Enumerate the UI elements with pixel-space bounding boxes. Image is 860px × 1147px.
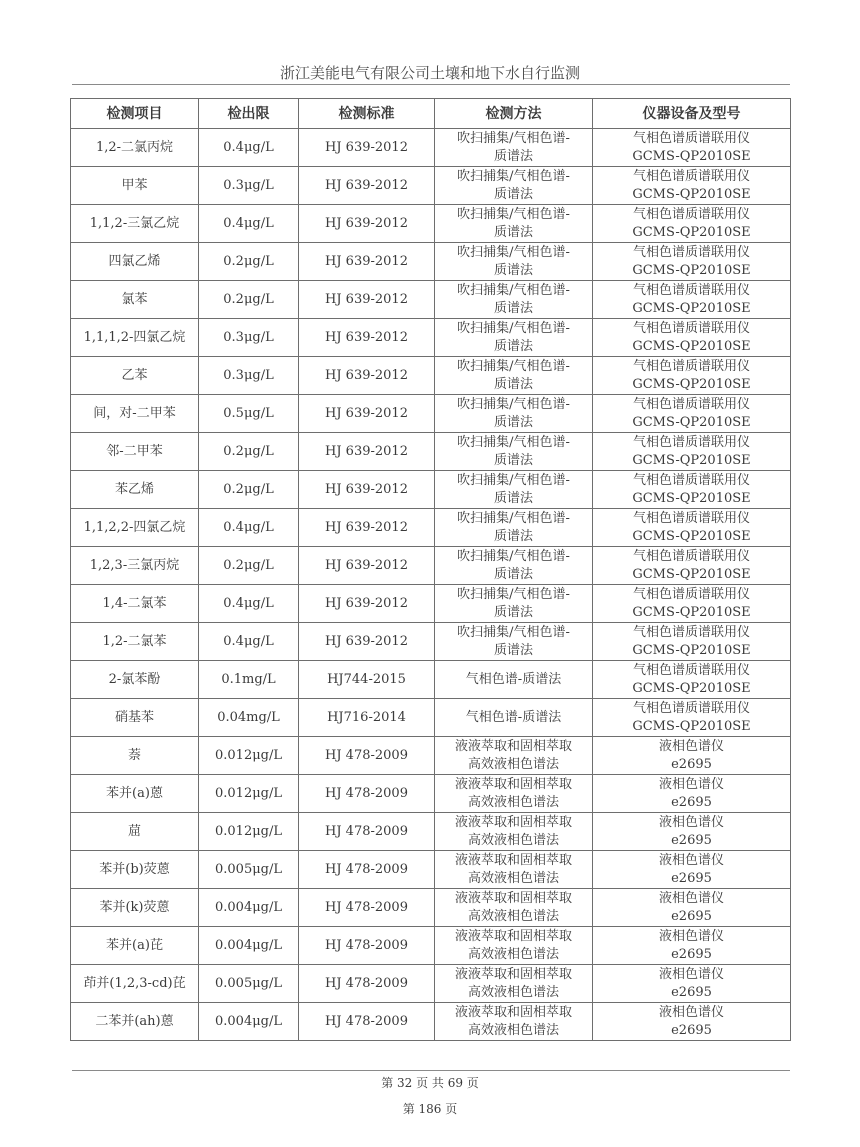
cell-instrument-line: GCMS-QP2010SE: [632, 186, 751, 202]
cell-instrument-line: GCMS-QP2010SE: [632, 338, 751, 354]
cell-instrument: [593, 965, 791, 1003]
column-header-instrument: 仪器设备及型号: [593, 99, 791, 129]
table-row: [71, 737, 791, 775]
cell-method-line: 吹扫捕集/气相色谱-: [457, 434, 570, 450]
cell-method: [435, 357, 593, 395]
cell-instrument-line: GCMS-QP2010SE: [632, 528, 751, 544]
cell-limit: 0.2μg/L: [199, 433, 299, 471]
cell-instrument-line: GCMS-QP2010SE: [632, 148, 751, 164]
cell-method: [435, 205, 593, 243]
cell-instrument: [593, 623, 791, 661]
cell-instrument-line: 气相色谱质谱联用仪: [632, 168, 750, 184]
cell-standard: HJ 478-2009: [299, 1003, 435, 1041]
cell-instrument: [593, 319, 791, 357]
cell-standard: HJ 639-2012: [299, 547, 435, 585]
cell-instrument-line: GCMS-QP2010SE: [632, 224, 751, 240]
cell-limit: 0.012μg/L: [199, 737, 299, 775]
cell-instrument-line: 气相色谱质谱联用仪: [632, 396, 750, 412]
cell-standard: HJ 478-2009: [299, 813, 435, 851]
cell-instrument-line: e2695: [671, 794, 712, 810]
cell-limit: 0.3μg/L: [199, 357, 299, 395]
cell-instrument: [593, 1003, 791, 1041]
cell-item: 硝基苯: [71, 699, 199, 737]
cell-standard: HJ 639-2012: [299, 623, 435, 661]
cell-method: [435, 623, 593, 661]
table-row: [71, 623, 791, 661]
cell-instrument-line: 液相色谱仪: [658, 890, 724, 906]
cell-instrument-line: e2695: [671, 870, 712, 886]
cell-method-line: 液液萃取和固相萃取: [454, 966, 572, 982]
cell-limit: 0.004μg/L: [199, 927, 299, 965]
cell-instrument-line: e2695: [671, 984, 712, 1000]
cell-instrument-line: 液相色谱仪: [658, 1004, 724, 1020]
cell-instrument: [593, 547, 791, 585]
cell-item: 邻-二甲苯: [71, 433, 199, 471]
cell-method-line: 吹扫捕集/气相色谱-: [457, 130, 570, 146]
cell-limit: 0.012μg/L: [199, 775, 299, 813]
cell-item: 1,2-二氯苯: [71, 623, 199, 661]
cell-limit: 0.5μg/L: [199, 395, 299, 433]
cell-method-line: 质谱法: [493, 376, 533, 392]
cell-item: 1,1,1,2-四氯乙烷: [71, 319, 199, 357]
cell-instrument-line: GCMS-QP2010SE: [632, 262, 751, 278]
cell-item: 苯乙烯: [71, 471, 199, 509]
cell-item: 苯并(a)芘: [71, 927, 199, 965]
cell-limit: 0.005μg/L: [199, 965, 299, 1003]
cell-limit: 0.3μg/L: [199, 167, 299, 205]
table-row: [71, 357, 791, 395]
page-number-overall: 第 186 页: [402, 1102, 458, 1116]
cell-instrument-line: 气相色谱质谱联用仪: [632, 434, 750, 450]
cell-instrument-line: 气相色谱质谱联用仪: [632, 320, 750, 336]
cell-instrument: [593, 775, 791, 813]
cell-method-line: 液液萃取和固相萃取: [454, 1004, 572, 1020]
cell-item: 1,1,2,2-四氯乙烷: [71, 509, 199, 547]
cell-item: 1,1,2-三氯乙烷: [71, 205, 199, 243]
table-row: [71, 509, 791, 547]
cell-method-line: 质谱法: [493, 300, 533, 316]
cell-method-line: 高效液相色谱法: [467, 908, 559, 924]
cell-limit: 0.2μg/L: [199, 281, 299, 319]
cell-instrument-line: GCMS-QP2010SE: [632, 680, 751, 696]
cell-instrument: [593, 243, 791, 281]
cell-method-line: 液液萃取和固相萃取: [454, 852, 572, 868]
table-row: [71, 395, 791, 433]
cell-limit: 0.4μg/L: [199, 129, 299, 167]
cell-method-line: 吹扫捕集/气相色谱-: [457, 244, 570, 260]
cell-instrument-line: 气相色谱质谱联用仪: [632, 282, 750, 298]
cell-standard: HJ 639-2012: [299, 167, 435, 205]
cell-method: [435, 737, 593, 775]
cell-instrument-line: GCMS-QP2010SE: [632, 452, 751, 468]
cell-item: 1,4-二氯苯: [71, 585, 199, 623]
cell-instrument-line: 液相色谱仪: [658, 738, 724, 754]
cell-instrument: [593, 927, 791, 965]
cell-method-line: 质谱法: [493, 452, 533, 468]
cell-instrument-line: GCMS-QP2010SE: [632, 604, 751, 620]
cell-standard: HJ716-2014: [299, 699, 435, 737]
cell-instrument: [593, 585, 791, 623]
cell-method-line: 液液萃取和固相萃取: [454, 890, 572, 906]
cell-method-line: 高效液相色谱法: [467, 1022, 559, 1038]
cell-limit: 0.005μg/L: [199, 851, 299, 889]
cell-limit: 0.4μg/L: [199, 585, 299, 623]
cell-method: [435, 395, 593, 433]
cell-item: 二苯并(ah)蒽: [71, 1003, 199, 1041]
cell-instrument-line: 气相色谱质谱联用仪: [632, 472, 750, 488]
column-header-method: 检测方法: [435, 99, 593, 129]
cell-method-line: 吹扫捕集/气相色谱-: [457, 624, 570, 640]
column-header-standard: 检测标准: [299, 99, 435, 129]
cell-method-line: 质谱法: [493, 642, 533, 658]
cell-instrument-line: 气相色谱质谱联用仪: [632, 586, 750, 602]
cell-method-line: 高效液相色谱法: [467, 794, 559, 810]
cell-standard: HJ 639-2012: [299, 471, 435, 509]
cell-method: [435, 281, 593, 319]
cell-method-line: 质谱法: [493, 186, 533, 202]
cell-method-line: 气相色谱-质谱法: [465, 671, 562, 687]
cell-method-line: 高效液相色谱法: [467, 946, 559, 962]
cell-standard: HJ 478-2009: [299, 927, 435, 965]
footer-divider: [72, 1070, 790, 1071]
cell-method-line: 吹扫捕集/气相色谱-: [457, 206, 570, 222]
column-header-item: 检测项目: [71, 99, 199, 129]
cell-instrument-line: 液相色谱仪: [658, 776, 724, 792]
cell-standard: HJ 639-2012: [299, 509, 435, 547]
cell-instrument-line: e2695: [671, 908, 712, 924]
cell-instrument-line: GCMS-QP2010SE: [632, 490, 751, 506]
cell-instrument: [593, 167, 791, 205]
cell-method-line: 吹扫捕集/气相色谱-: [457, 282, 570, 298]
cell-standard: HJ 639-2012: [299, 281, 435, 319]
cell-limit: 0.004μg/L: [199, 1003, 299, 1041]
cell-method-line: 高效液相色谱法: [467, 870, 559, 886]
cell-instrument-line: GCMS-QP2010SE: [632, 566, 751, 582]
table-row: [71, 471, 791, 509]
cell-standard: HJ 639-2012: [299, 357, 435, 395]
cell-instrument-line: 气相色谱质谱联用仪: [632, 130, 750, 146]
cell-method-line: 质谱法: [493, 224, 533, 240]
cell-method-line: 质谱法: [493, 528, 533, 544]
cell-instrument-line: e2695: [671, 1022, 712, 1038]
cell-instrument-line: GCMS-QP2010SE: [632, 642, 751, 658]
table-row: [71, 167, 791, 205]
monitoring-methods-table: [70, 98, 791, 1041]
cell-method: [435, 699, 593, 737]
cell-instrument-line: 气相色谱质谱联用仪: [632, 244, 750, 260]
cell-standard: HJ 478-2009: [299, 775, 435, 813]
cell-instrument-line: 气相色谱质谱联用仪: [632, 206, 750, 222]
table-row: [71, 889, 791, 927]
cell-instrument: [593, 851, 791, 889]
cell-method-line: 质谱法: [493, 262, 533, 278]
table-row: [71, 243, 791, 281]
cell-instrument-line: 液相色谱仪: [658, 852, 724, 868]
cell-instrument-line: 液相色谱仪: [658, 814, 724, 830]
cell-instrument-line: e2695: [671, 946, 712, 962]
cell-method-line: 质谱法: [493, 414, 533, 430]
table-row: [71, 813, 791, 851]
cell-method: [435, 585, 593, 623]
cell-limit: 0.4μg/L: [199, 205, 299, 243]
cell-item: 四氯乙烯: [71, 243, 199, 281]
cell-standard: HJ 478-2009: [299, 889, 435, 927]
cell-method-line: 吹扫捕集/气相色谱-: [457, 168, 570, 184]
page-number-of-total: 第 32 页 共 69 页: [381, 1076, 479, 1090]
cell-instrument: [593, 699, 791, 737]
cell-method-line: 吹扫捕集/气相色谱-: [457, 358, 570, 374]
table-row: [71, 775, 791, 813]
table-row: [71, 661, 791, 699]
cell-limit: 0.012μg/L: [199, 813, 299, 851]
cell-instrument-line: GCMS-QP2010SE: [632, 414, 751, 430]
cell-instrument-line: 气相色谱质谱联用仪: [632, 510, 750, 526]
cell-method-line: 高效液相色谱法: [467, 756, 559, 772]
cell-method-line: 液液萃取和固相萃取: [454, 814, 572, 830]
cell-item: 2-氯苯酚: [71, 661, 199, 699]
cell-method-line: 液液萃取和固相萃取: [454, 776, 572, 792]
cell-method: [435, 319, 593, 357]
cell-method: [435, 889, 593, 927]
cell-item: 甲苯: [71, 167, 199, 205]
cell-method-line: 吹扫捕集/气相色谱-: [457, 472, 570, 488]
cell-method-line: 高效液相色谱法: [467, 984, 559, 1000]
cell-method: [435, 243, 593, 281]
cell-method-line: 吹扫捕集/气相色谱-: [457, 510, 570, 526]
cell-method-line: 吹扫捕集/气相色谱-: [457, 320, 570, 336]
cell-method-line: 质谱法: [493, 566, 533, 582]
cell-method: [435, 433, 593, 471]
table-row: [71, 699, 791, 737]
cell-method: [435, 965, 593, 1003]
cell-limit: 0.2μg/L: [199, 547, 299, 585]
column-header-limit: 检出限: [199, 99, 299, 129]
cell-limit: 0.2μg/L: [199, 243, 299, 281]
cell-item: 萘: [71, 737, 199, 775]
table-row: [71, 851, 791, 889]
cell-standard: HJ 478-2009: [299, 737, 435, 775]
cell-instrument: [593, 737, 791, 775]
table-row: [71, 129, 791, 167]
cell-instrument-line: 气相色谱质谱联用仪: [632, 700, 750, 716]
cell-method-line: 吹扫捕集/气相色谱-: [457, 548, 570, 564]
cell-instrument: [593, 205, 791, 243]
cell-standard: HJ 639-2012: [299, 395, 435, 433]
cell-method: [435, 927, 593, 965]
cell-method-line: 吹扫捕集/气相色谱-: [457, 586, 570, 602]
cell-limit: 0.4μg/L: [199, 509, 299, 547]
table-row: [71, 319, 791, 357]
cell-instrument-line: 气相色谱质谱联用仪: [632, 662, 750, 678]
cell-method-line: 质谱法: [493, 490, 533, 506]
header-divider: [72, 84, 790, 85]
cell-method: [435, 547, 593, 585]
cell-item: 间，对-二甲苯: [71, 395, 199, 433]
cell-method-line: 液液萃取和固相萃取: [454, 738, 572, 754]
cell-instrument: [593, 395, 791, 433]
cell-method: [435, 129, 593, 167]
cell-standard: HJ 639-2012: [299, 319, 435, 357]
table-row: [71, 965, 791, 1003]
cell-item: 苯并(a)蒽: [71, 775, 199, 813]
cell-instrument-line: 液相色谱仪: [658, 966, 724, 982]
table-row: [71, 927, 791, 965]
cell-method: [435, 509, 593, 547]
cell-standard: HJ 478-2009: [299, 965, 435, 1003]
cell-method-line: 质谱法: [493, 338, 533, 354]
cell-method-line: 液液萃取和固相萃取: [454, 928, 572, 944]
table-header-row: [71, 99, 791, 129]
table-body: [71, 129, 791, 1041]
cell-instrument-line: GCMS-QP2010SE: [632, 300, 751, 316]
cell-instrument-line: GCMS-QP2010SE: [632, 376, 751, 392]
cell-method-line: 质谱法: [493, 148, 533, 164]
cell-item: 苯并(b)荧蒽: [71, 851, 199, 889]
cell-instrument: [593, 471, 791, 509]
cell-method: [435, 1003, 593, 1041]
cell-standard: HJ744-2015: [299, 661, 435, 699]
cell-standard: HJ 639-2012: [299, 433, 435, 471]
table-row: [71, 585, 791, 623]
cell-instrument-line: 气相色谱质谱联用仪: [632, 624, 750, 640]
cell-instrument-line: e2695: [671, 756, 712, 772]
table-row: [71, 205, 791, 243]
cell-instrument: [593, 129, 791, 167]
cell-standard: HJ 639-2012: [299, 243, 435, 281]
cell-item: 苯并(k)荧蒽: [71, 889, 199, 927]
cell-instrument-line: 液相色谱仪: [658, 928, 724, 944]
cell-method-line: 质谱法: [493, 604, 533, 620]
page-header-title: 浙江美能电气有限公司土壤和地下水自行监测: [279, 64, 580, 82]
cell-method-line: 高效液相色谱法: [467, 832, 559, 848]
cell-method-line: 气相色谱-质谱法: [465, 709, 562, 725]
cell-method-line: 吹扫捕集/气相色谱-: [457, 396, 570, 412]
table-row: [71, 281, 791, 319]
cell-item: 乙苯: [71, 357, 199, 395]
cell-method: [435, 167, 593, 205]
cell-method: [435, 661, 593, 699]
cell-instrument-line: e2695: [671, 832, 712, 848]
table-row: [71, 1003, 791, 1041]
cell-instrument-line: 气相色谱质谱联用仪: [632, 548, 750, 564]
cell-item: 1,2-二氯丙烷: [71, 129, 199, 167]
cell-limit: 0.3μg/L: [199, 319, 299, 357]
cell-instrument: [593, 813, 791, 851]
cell-standard: HJ 478-2009: [299, 851, 435, 889]
cell-limit: 0.004μg/L: [199, 889, 299, 927]
cell-instrument-line: GCMS-QP2010SE: [632, 718, 751, 734]
table-row: [71, 433, 791, 471]
cell-instrument: [593, 281, 791, 319]
cell-limit: 0.1mg/L: [199, 661, 299, 699]
cell-instrument: [593, 509, 791, 547]
cell-item: 氯苯: [71, 281, 199, 319]
cell-instrument: [593, 661, 791, 699]
cell-standard: HJ 639-2012: [299, 585, 435, 623]
cell-limit: 0.4μg/L: [199, 623, 299, 661]
cell-instrument: [593, 357, 791, 395]
cell-standard: HJ 639-2012: [299, 129, 435, 167]
cell-instrument-line: 气相色谱质谱联用仪: [632, 358, 750, 374]
cell-item: 䓛: [71, 813, 199, 851]
cell-item: 茚并(1,2,3-cd)芘: [71, 965, 199, 1003]
cell-method: [435, 471, 593, 509]
cell-method: [435, 851, 593, 889]
cell-instrument: [593, 433, 791, 471]
table-row: [71, 547, 791, 585]
cell-method: [435, 775, 593, 813]
cell-instrument: [593, 889, 791, 927]
cell-item: 1,2,3-三氯丙烷: [71, 547, 199, 585]
cell-limit: 0.2μg/L: [199, 471, 299, 509]
cell-standard: HJ 639-2012: [299, 205, 435, 243]
cell-method: [435, 813, 593, 851]
cell-limit: 0.04mg/L: [199, 699, 299, 737]
